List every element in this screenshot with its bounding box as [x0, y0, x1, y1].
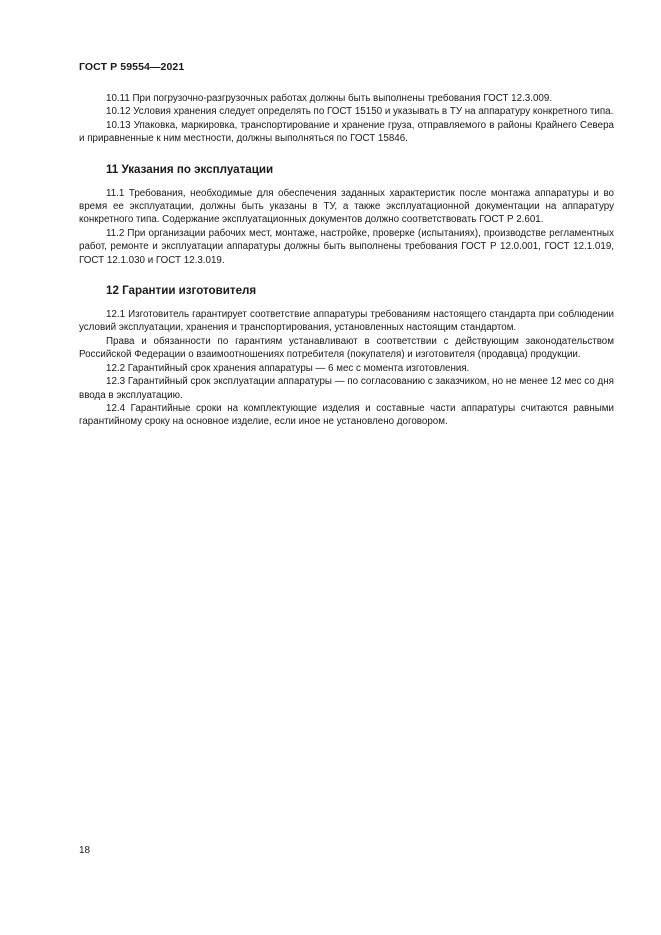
document-code-header: ГОСТ Р 59554—2021 — [79, 61, 185, 73]
clause-10-12: 10.12 Условия хранения следует определять по ГОСТ 15150 и указывать в ТУ на аппаратуру конкретного типа. — [106, 106, 614, 118]
section-11-heading: 11 Указания по эксплуатации — [106, 162, 274, 176]
clause-12-1: 12.1 Изготовитель гарантирует соответствие аппаратуры требованиям настоящего стандарта при соблюдении условий эксплуатации, хранения и транспортирования, установленных настоящим стандартом. — [79, 309, 614, 334]
document-body — [79, 92, 614, 429]
clause-12-1-continued: Права и обязанности по гарантиям устанавливают в соответствии с действующим законодательством Российской Федерации о взаимоотношениях потребителя (покупателя) и изготовителя (продавца) продукции. — [79, 335, 614, 361]
section-12-heading: 12 Гарантии изготовителя — [106, 284, 257, 298]
clause-12-2: 12.2 Гарантийный срок хранения аппаратуры — 6 мес с момента изготовления. — [106, 362, 470, 374]
clause-12-3: 12.3 Гарантийный срок эксплуатации аппаратуры — по согласованию с заказчиком, но не менее 12 мес со дня ввода в эксплуатацию. — [79, 376, 614, 401]
clause-10-13: 10.13 Упаковка, маркировка, транспортирование и хранение груза, отправляемого в районы Крайнего Севера и приравненные к ним местности, должны выполняться по ГОСТ 15846. — [79, 119, 614, 145]
page-number: 18 — [79, 845, 91, 856]
clause-11-1: 11.1 Требования, необходимые для обеспечения заданных характеристик после монтажа аппаратуры и во время ее эксплуатации, должны быть указаны в ТУ, а также эксплуатационной документации на аппаратуру конкретного типа. Содержание эксплуатационных документов должно соответствовать ГОСТ Р 2.601. — [79, 187, 614, 226]
clause-12-4: 12.4 Гарантийные сроки на комплектующие изделия и составные части аппаратуры считаются равными гарантийному сроку на основное изделие, если иное не установлено договором. — [79, 402, 614, 428]
clause-10-11: 10.11 При погрузочно-разгрузочных работах должны быть выполнены требования ГОСТ 12.3.009. — [106, 93, 553, 104]
clause-11-2: 11.2 При организации рабочих мест, монтаже, настройке, проверке (испытаниях), производстве регламентных работ, ремонте и эксплуатации аппаратуры должны быть выполнены требования ГОСТ Р 12.0.001, ГОСТ 12.1.019, ГОСТ 12.1.030 и ГОСТ 12.3.019. — [79, 227, 614, 266]
